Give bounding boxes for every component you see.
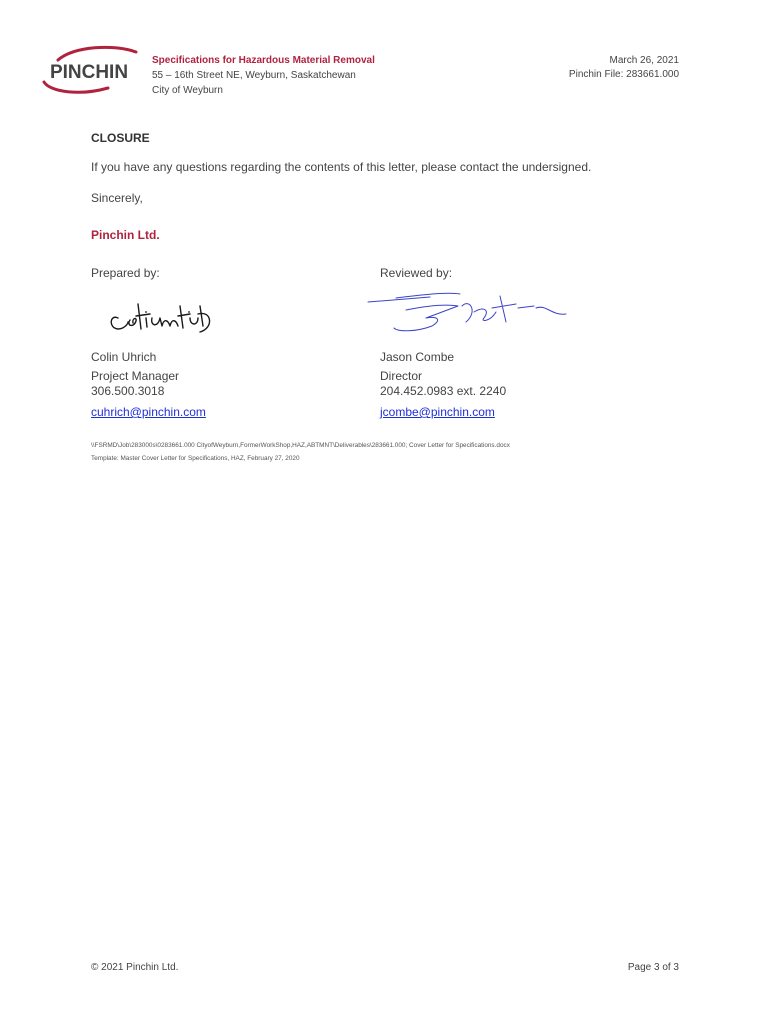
preparer-phone: 306.500.3018: [91, 384, 165, 398]
footer-copyright: © 2021 Pinchin Ltd.: [91, 962, 179, 973]
section-heading: CLOSURE: [91, 131, 150, 145]
prepared-by-label: Prepared by:: [91, 266, 160, 280]
reviewed-by-label: Reviewed by:: [380, 266, 453, 280]
reviewer-signature: [366, 288, 572, 336]
file-number: Pinchin File: 283661.000: [568, 69, 679, 80]
reviewer-name: Jason Combe: [380, 350, 455, 364]
company-name: Pinchin Ltd.: [91, 228, 160, 242]
reviewer-phone: 204.452.0983 ext. 2240: [380, 384, 507, 398]
salutation: Sincerely,: [91, 191, 143, 205]
closing-paragraph: If you have any questions regarding the contents of this letter, please contact the undersigned.: [91, 160, 592, 174]
reviewer-title: Director: [380, 369, 423, 383]
preparer-title: Project Manager: [91, 369, 180, 383]
address-line-2: City of Weyburn: [152, 85, 223, 96]
preparer-email-link[interactable]: cuhrich@pinchin.com: [91, 405, 206, 419]
document-title: Specifications for Hazardous Material Removal: [152, 55, 375, 66]
file-path: \\FSRMD\Job\283000s\0283661.000 CityofWeyburn,FormerWorkShop,HAZ,ABTMNT\Deliverables\283661.000; Cover Letter for Specifications.docx: [91, 442, 510, 449]
footer-page-number: Page 3 of 3: [627, 962, 679, 973]
reviewer-email-link[interactable]: jcombe@pinchin.com: [380, 405, 495, 419]
template-note: Template: Master Cover Letter for Specifications, HAZ, February 27, 2020: [91, 455, 300, 462]
preparer-signature: [106, 292, 216, 338]
preparer-name: Colin Uhrich: [91, 350, 157, 364]
pinchin-logo: [36, 44, 142, 96]
document-date: March 26, 2021: [609, 55, 679, 66]
address-line-1: 55 – 16th Street NE, Weyburn, Saskatchewan: [152, 70, 356, 81]
logo-wordmark: PINCHIN: [49, 62, 129, 83]
